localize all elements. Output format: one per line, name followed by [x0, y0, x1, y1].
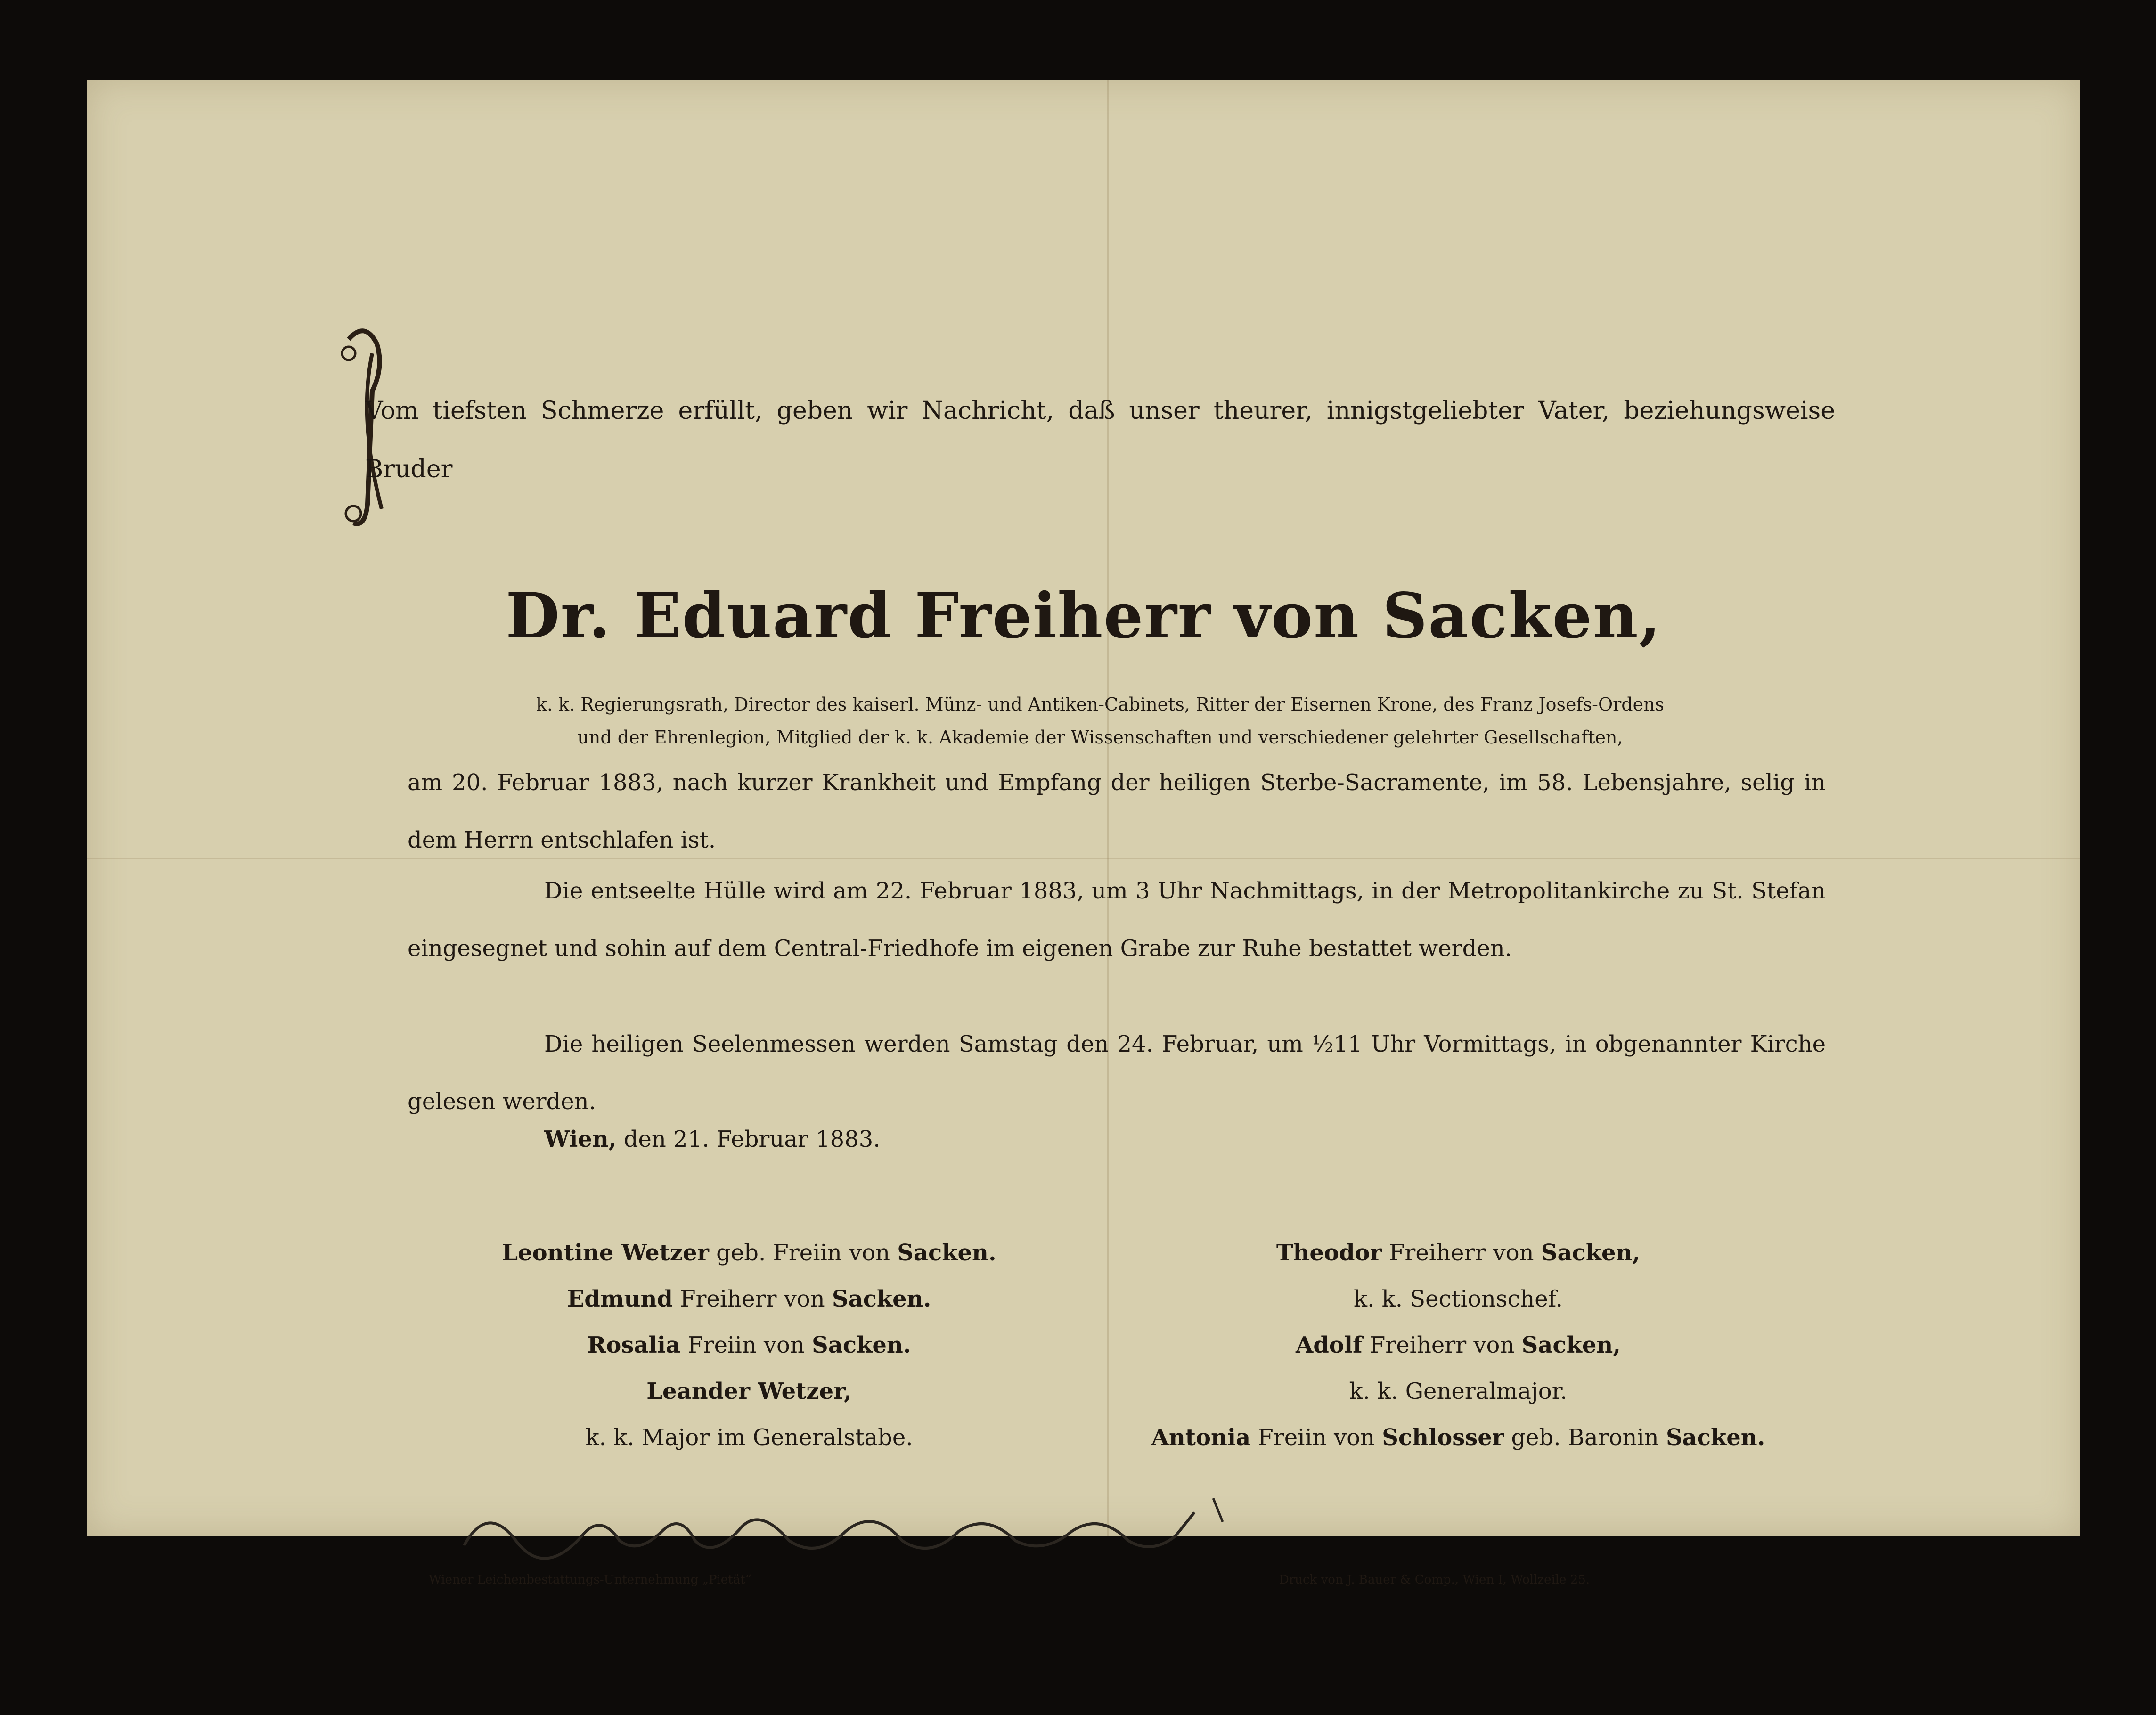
imprint-funeral-company: Wiener Leichenbestattungs-Unternehmung „Pietät“	[429, 1573, 751, 1587]
mass-paragraph: Die heiligen Seelenmessen werden Samstag den 24. Februar, um ½11 Uhr Vormittags, in obgenannter Kirche gelesen werden.	[408, 1031, 1826, 1115]
place: Wien,	[544, 1126, 617, 1152]
mourner-line: Theodor Freiherr von Sacken,	[1276, 1240, 1641, 1266]
obituary-sheet	[87, 80, 2080, 1587]
titles-line-2: und der Ehrenlegion, Mitglied der k. k. Akademie der Wissenschaften und verschiedener gelehrter Gesellschaften,	[577, 727, 1623, 748]
mourner-line: Leontine Wetzer geb. Freiin von Sacken.	[502, 1240, 996, 1266]
mourner-line: Edmund Freiherr von Sacken.	[567, 1286, 931, 1312]
mourners-left	[417, 1230, 1081, 1461]
imprint-printer: Druck von J. Bauer & Comp., Wien I, Wollzeile 25.	[1279, 1573, 1590, 1587]
mourner-line: Rosalia Freiin von Sacken.	[587, 1332, 911, 1358]
mourner-line: k. k. Generalmajor.	[1349, 1378, 1568, 1405]
deceased-titles	[370, 688, 1830, 754]
deceased-name: Dr. Eduard Freiherr von Sacken,	[506, 580, 1662, 653]
intro-text: Vom tiefsten Schmerze erfüllt, geben wir Nachricht, daß unser theurer, innigstgeliebter Vater, beziehungsweise Bruder	[365, 397, 1835, 483]
death-paragraph: am 20. Februar 1883, nach kurzer Krankheit und Empfang der heiligen Sterbe-Sacramente, im 58. Lebensjahre, selig in dem Herrn entschlafen ist.	[408, 769, 1826, 853]
titles-line-1: k. k. Regierungsrath, Director des kaiserl. Münz- und Antiken-Cabinets, Ritter der Eisernen Krone, des Franz Josefs-Ordens	[536, 694, 1665, 715]
mourner-line: k. k. Major im Generalstabe.	[585, 1424, 913, 1451]
handwritten-note	[459, 1484, 1289, 1574]
mourner-line: k. k. Sectionschef.	[1354, 1286, 1563, 1312]
date: den 21. Februar 1883.	[623, 1126, 881, 1152]
mourner-line: Adolf Freiherr von Sacken,	[1295, 1332, 1621, 1358]
mourners-right	[1048, 1230, 1868, 1461]
burial-paragraph: Die entseelte Hülle wird am 22. Februar 1883, um 3 Uhr Nachmittags, in der Metropolitankirche zu St. Stefan eingesegnet und sohin auf dem Central-Friedhofe im eigenen Grabe zur Ruhe bestattet werden.	[408, 878, 1826, 962]
mourner-line: Antonia Freiin von Schlosser geb. Baronin Sacken.	[1151, 1424, 1765, 1451]
mourner-line: Leander Wetzer,	[646, 1378, 852, 1405]
dateline	[544, 1126, 881, 1152]
